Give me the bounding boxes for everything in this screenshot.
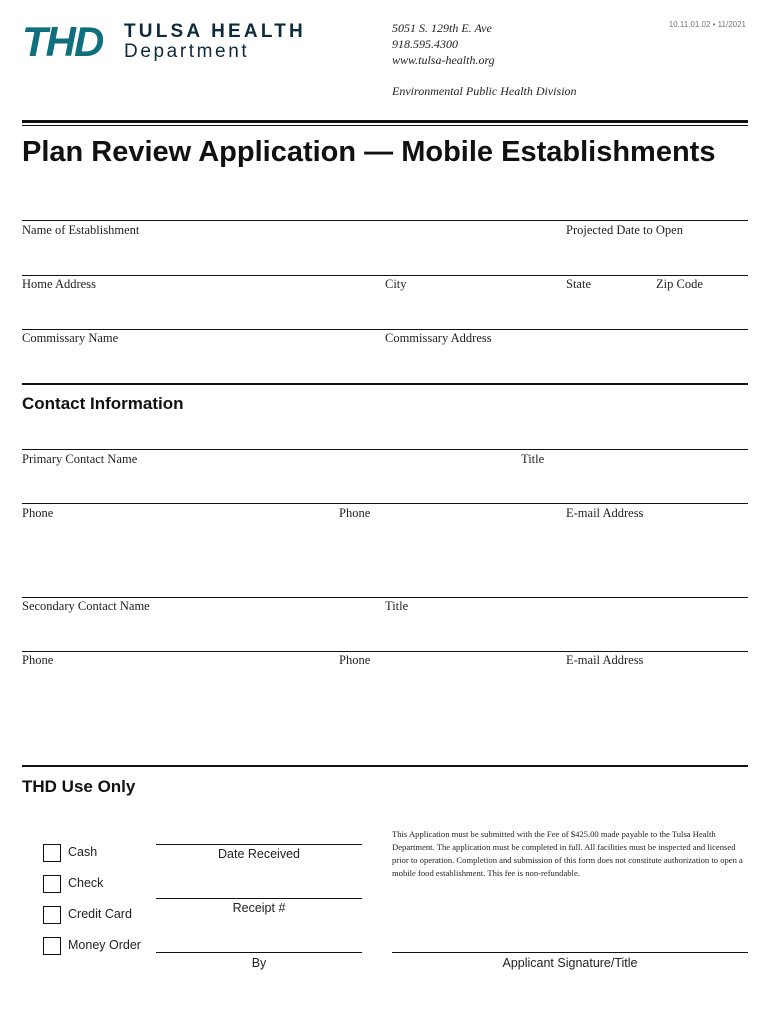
logo-text-line1: TULSA HEALTH bbox=[124, 21, 306, 42]
primary-contact-name-field[interactable]: Primary Contact Name bbox=[22, 452, 138, 466]
field-line-address bbox=[22, 275, 748, 276]
home-address-field[interactable]: Home Address bbox=[22, 277, 96, 291]
thd-logo-mark: THD bbox=[22, 18, 103, 65]
commissary-address-field[interactable]: Commissary Address bbox=[385, 331, 492, 345]
secondary-contact-name-field[interactable]: Secondary Contact Name bbox=[22, 599, 150, 613]
primary-phone-alt-field[interactable]: Phone bbox=[339, 506, 371, 520]
logo-text-line2: Department bbox=[124, 41, 250, 62]
check-label: Check bbox=[68, 876, 104, 890]
field-line-secondary-phone bbox=[22, 651, 748, 652]
field-line-primary-phone bbox=[22, 503, 748, 504]
zip-code-field[interactable]: Zip Code bbox=[656, 277, 703, 291]
date-received-line[interactable] bbox=[156, 844, 362, 845]
money-order-label: Money Order bbox=[68, 938, 141, 952]
fee-notice: This Application must be submitted with the Fee of $425.00 made payable to the Tulsa Health Department. The application must be completed in full. All facilities must be inspected and licensed prior to operation. Completion and submission of this form does not constitute authorization to open a mobile food establishment. This fee is non-refundable. bbox=[392, 829, 743, 878]
cash-checkbox[interactable] bbox=[43, 844, 61, 862]
phone-number: 918.595.4300 bbox=[392, 37, 458, 51]
credit-card-checkbox[interactable] bbox=[43, 906, 61, 924]
street-address: 5051 S. 129th E. Ave bbox=[392, 21, 492, 35]
field-line-establishment bbox=[22, 220, 748, 221]
secondary-title-field[interactable]: Title bbox=[385, 599, 409, 613]
date-received-label: Date Received bbox=[218, 847, 300, 861]
state-field[interactable]: State bbox=[566, 277, 591, 291]
page-title: Plan Review Application — Mobile Establishments bbox=[22, 136, 716, 168]
website: www.tulsa-health.org bbox=[392, 53, 495, 67]
check-checkbox[interactable] bbox=[43, 875, 61, 893]
section-rule-thd-use bbox=[22, 765, 748, 767]
header-rule bbox=[22, 120, 748, 123]
receipt-label: Receipt # bbox=[232, 901, 286, 915]
secondary-phone-alt-field[interactable]: Phone bbox=[339, 653, 371, 667]
header-rule-thin bbox=[22, 125, 748, 126]
division-name: Environmental Public Health Division bbox=[392, 84, 577, 98]
cash-label: Cash bbox=[68, 845, 98, 859]
signature-line[interactable] bbox=[392, 952, 748, 953]
field-line-primary bbox=[22, 449, 748, 450]
primary-email-field[interactable]: E-mail Address bbox=[566, 506, 644, 520]
primary-phone-field[interactable]: Phone bbox=[22, 506, 54, 520]
by-label: By bbox=[251, 956, 267, 970]
applicant-signature-label: Applicant Signature/Title bbox=[502, 956, 638, 970]
receipt-line[interactable] bbox=[156, 898, 362, 899]
name-of-establishment-field[interactable]: Name of Establishment bbox=[22, 223, 140, 237]
credit-card-label: Credit Card bbox=[68, 907, 132, 921]
contact-section-heading: Contact Information bbox=[22, 394, 184, 413]
city-field[interactable]: City bbox=[385, 277, 407, 291]
secondary-email-field[interactable]: E-mail Address bbox=[566, 653, 644, 667]
field-line-commissary bbox=[22, 329, 748, 330]
commissary-name-field[interactable]: Commissary Name bbox=[22, 331, 119, 345]
thd-use-heading: THD Use Only bbox=[22, 777, 136, 796]
by-line[interactable] bbox=[156, 952, 362, 953]
money-order-checkbox[interactable] bbox=[43, 937, 61, 955]
secondary-phone-field[interactable]: Phone bbox=[22, 653, 54, 667]
primary-title-field[interactable]: Title bbox=[521, 452, 545, 466]
section-rule-contact bbox=[22, 383, 748, 385]
form-number: 10.11.01.02 • 11/2021 bbox=[668, 20, 746, 29]
field-line-secondary bbox=[22, 597, 748, 598]
projected-open-date-field[interactable]: Projected Date to Open bbox=[566, 223, 683, 237]
